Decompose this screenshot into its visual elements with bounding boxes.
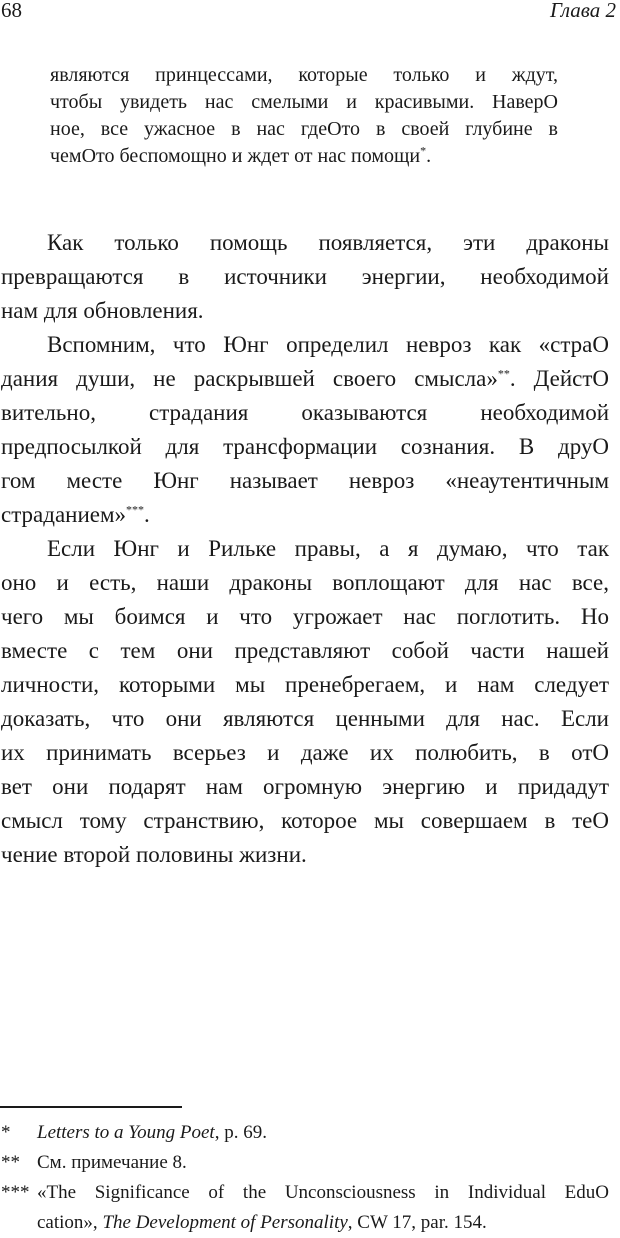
quote-line: ное, все ужасное в нас гдеОто в своей глубине в bbox=[50, 118, 558, 140]
text-line: их принимать всерьез и даже их полюбить, в отО bbox=[1, 740, 609, 765]
block-quote bbox=[50, 62, 558, 170]
footnote bbox=[1, 1148, 609, 1178]
cited-title: Letters to a Young Poet bbox=[37, 1122, 215, 1143]
footnote-ref: ** bbox=[497, 366, 510, 381]
text-line: превращаются в источники энергии, необходимой bbox=[1, 264, 609, 289]
text-line: нам для обновления. bbox=[1, 298, 204, 323]
quote-line: являются принцессами, которые только и ждут, bbox=[50, 64, 558, 86]
footnote bbox=[1, 1178, 609, 1208]
text-line: чего мы боимся и что угрожает нас поглотить. Но bbox=[1, 604, 609, 629]
footnote bbox=[1, 1118, 609, 1148]
text-line: доказать, что они являются ценными для нас. Если bbox=[1, 706, 609, 731]
text-line: Если Юнг и Рильке правы, а я думаю, что так bbox=[47, 536, 609, 561]
footnote-text: «The Significance of the Unconsciousness in Individual EduО bbox=[37, 1182, 609, 1203]
cited-title: The Development of Personality bbox=[102, 1212, 348, 1233]
text-segment: . bbox=[144, 502, 150, 527]
footnote-mark: * bbox=[1, 1122, 11, 1143]
text-line: оно и есть, наши драконы воплощают для нас все, bbox=[1, 570, 609, 595]
footnote-text bbox=[37, 1118, 267, 1148]
text-line: смысл тому странствию, которое мы совершаем в теО bbox=[1, 808, 609, 833]
footnote-mark: ** bbox=[1, 1152, 20, 1173]
footnote-text-rest: , CW 17, par. 154. bbox=[347, 1212, 487, 1233]
text-line: личности, которыми мы пренебрегаем, и нам следует bbox=[1, 672, 609, 697]
footnote-text-rest: , p. 69. bbox=[214, 1122, 267, 1143]
text-line: вместе с тем они представляют собой части нашей bbox=[1, 638, 609, 663]
footnote-text: См. примечание 8. bbox=[37, 1152, 187, 1173]
page-number: 68 bbox=[1, 0, 22, 22]
paragraph bbox=[1, 328, 609, 532]
paragraph bbox=[1, 532, 609, 872]
text-segment: . ДейстО bbox=[509, 366, 609, 391]
footnotes bbox=[1, 1118, 609, 1238]
text-line: предпосылкой для трансформации сознания. В друО bbox=[1, 434, 609, 459]
text-line: Вспомним, что Юнг определил невроз как «страО bbox=[47, 332, 609, 357]
text-line: Как только помощь появляется, эти драконы bbox=[47, 230, 609, 255]
quote-line: чтобы увидеть нас смелыми и красивыми. НаверО bbox=[50, 91, 558, 113]
footnote-ref: * bbox=[420, 143, 427, 158]
footnote-divider bbox=[0, 1106, 182, 1108]
text-line bbox=[1, 362, 609, 396]
quote-line: чемОто беспомощно и ждет от нас помощи*. bbox=[50, 143, 432, 167]
page-header bbox=[0, 0, 620, 30]
footnote-ref: *** bbox=[126, 502, 145, 517]
text-line bbox=[1, 498, 609, 532]
paragraph bbox=[1, 226, 609, 328]
footnote-mark: *** bbox=[1, 1182, 30, 1203]
body-text bbox=[1, 226, 609, 872]
footnote-text: cation», bbox=[37, 1212, 103, 1233]
quote-line-text: чемОто беспомощно и ждет от нас помощи bbox=[50, 145, 421, 167]
text-segment: дания души, не раскрывшей своего смысла» bbox=[1, 366, 498, 391]
text-line: вет они подарят нам огромную энергию и придадут bbox=[1, 774, 609, 799]
text-line: гом месте Юнг называет невроз «неаутентичным bbox=[1, 468, 609, 493]
running-head: Глава 2 bbox=[550, 0, 616, 22]
text-line: чение второй половины жизни. bbox=[1, 842, 307, 867]
text-segment: страданием» bbox=[1, 502, 127, 527]
footnote-continuation bbox=[1, 1208, 609, 1238]
text-line: вительно, страдания оказываются необходимой bbox=[1, 400, 609, 425]
